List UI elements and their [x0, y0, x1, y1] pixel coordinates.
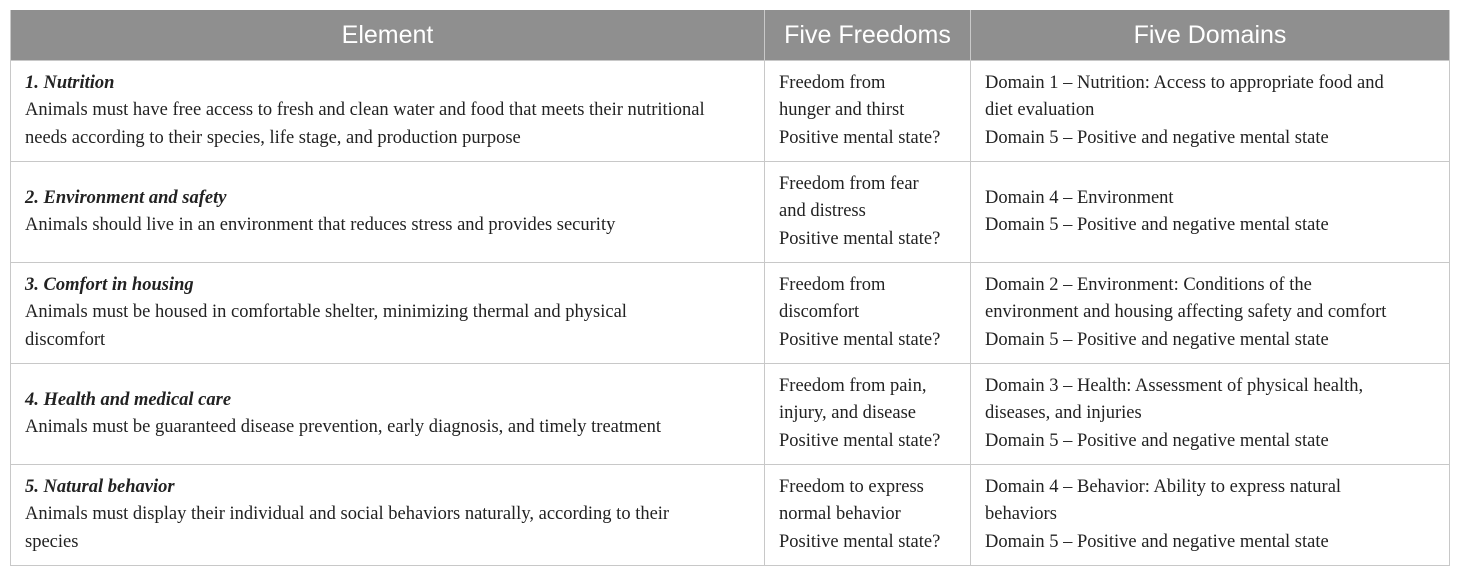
domain-line: Domain 4 – Behavior: Ability to express natural	[985, 476, 1342, 497]
freedom-line: Freedom from fear	[779, 173, 919, 194]
domain-line: Domain 5 – Positive and negative mental state	[985, 127, 1329, 148]
domain-line: diet evaluation	[985, 100, 1095, 121]
domain-line: Domain 5 – Positive and negative mental state	[985, 531, 1329, 552]
domain-line: Domain 5 – Positive and negative mental state	[985, 430, 1329, 451]
table-header	[11, 10, 1450, 61]
header-row	[11, 10, 1450, 61]
domains-cell	[971, 61, 1450, 162]
element-description: Animals must display their individual and social behaviors naturally, according to their species	[25, 504, 670, 552]
freedom-line: normal behavior	[779, 504, 901, 525]
domain-line: Domain 2 – Environment: Conditions of the	[985, 274, 1312, 295]
element-description: Animals must have free access to fresh and clean water and food that meets their nutritional needs according to their species, life stage, and production purpose	[25, 100, 705, 148]
table-row	[11, 465, 1450, 566]
welfare-comparison-table	[10, 10, 1450, 566]
element-cell	[11, 263, 765, 364]
domain-line: Domain 5 – Positive and negative mental state	[985, 329, 1329, 350]
header-five-freedoms: Five Freedoms	[765, 10, 971, 61]
freedom-line: Positive mental state?	[779, 228, 941, 249]
element-cell	[11, 162, 765, 263]
domains-cell	[971, 263, 1450, 364]
element-title: 4. Health and medical care	[25, 389, 232, 410]
element-title: 1. Nutrition	[25, 72, 115, 93]
freedom-line: Positive mental state?	[779, 430, 941, 451]
domain-line: Domain 3 – Health: Assessment of physical health,	[985, 375, 1364, 396]
element-title: 5. Natural behavior	[25, 476, 175, 497]
domain-line: Domain 5 – Positive and negative mental state	[985, 215, 1329, 235]
freedom-line: hunger and thirst	[779, 100, 905, 121]
freedom-line: Positive mental state?	[779, 531, 941, 552]
freedoms-cell	[765, 162, 971, 263]
element-description: Animals must be housed in comfortable shelter, minimizing thermal and physical discomfort	[25, 302, 627, 350]
freedom-line: injury, and disease	[779, 403, 916, 424]
table-row	[11, 364, 1450, 465]
element-title: 2. Environment and safety	[25, 187, 227, 208]
element-description: Animals should live in an environment that reduces stress and provides security	[25, 215, 616, 235]
domain-line: environment and housing affecting safety and comfort	[985, 302, 1387, 323]
domains-cell	[971, 162, 1450, 263]
freedom-line: Positive mental state?	[779, 127, 941, 148]
element-description: Animals must be guaranteed disease prevention, early diagnosis, and timely treatment	[25, 417, 662, 437]
freedoms-cell	[765, 61, 971, 162]
element-cell	[11, 465, 765, 566]
freedom-line: and distress	[779, 201, 866, 222]
element-title: 3. Comfort in housing	[25, 274, 194, 295]
freedoms-cell	[765, 465, 971, 566]
header-element: Element	[11, 10, 765, 61]
freedom-line: Positive mental state?	[779, 329, 941, 350]
table-row	[11, 61, 1450, 162]
domain-line: diseases, and injuries	[985, 403, 1142, 424]
header-five-domains: Five Domains	[971, 10, 1450, 61]
freedom-line: Freedom from	[779, 72, 886, 93]
freedom-line: Freedom from pain,	[779, 375, 927, 396]
domain-line: Domain 4 – Environment	[985, 187, 1174, 208]
domains-cell	[971, 364, 1450, 465]
freedoms-cell	[765, 364, 971, 465]
element-cell	[11, 61, 765, 162]
table-row	[11, 263, 1450, 364]
freedom-line: Freedom from	[779, 274, 886, 295]
domain-line: Domain 1 – Nutrition: Access to appropriate food and	[985, 72, 1384, 93]
domain-line: behaviors	[985, 504, 1057, 525]
freedom-line: Freedom to express	[779, 476, 924, 497]
element-cell	[11, 364, 765, 465]
freedoms-cell	[765, 263, 971, 364]
freedom-line: discomfort	[779, 302, 860, 323]
domains-cell	[971, 465, 1450, 566]
table-row	[11, 162, 1450, 263]
